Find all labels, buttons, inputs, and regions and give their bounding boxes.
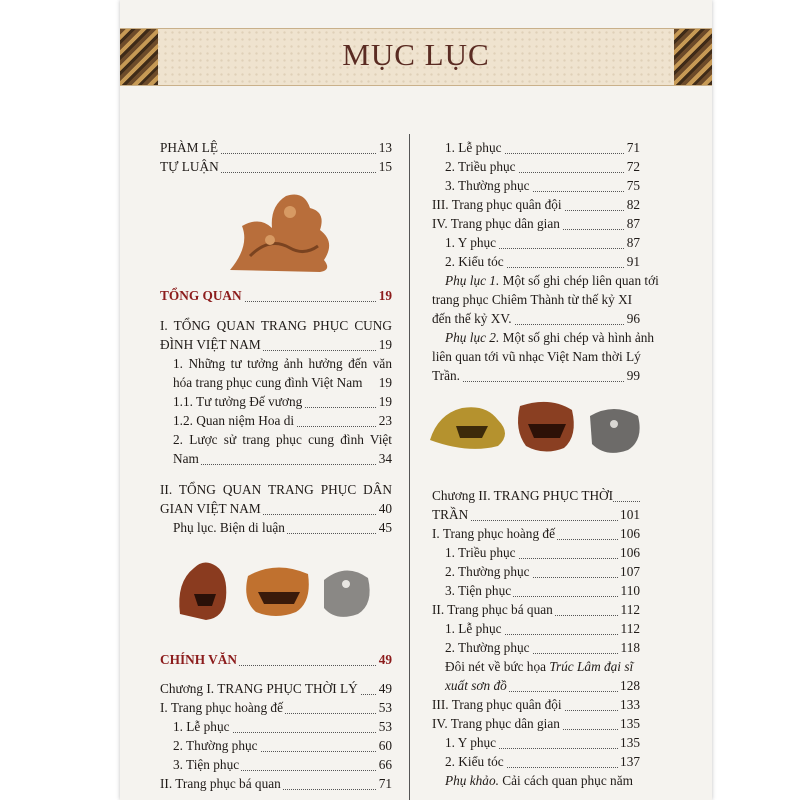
toc-entry-line[interactable]: Phụ khảo. Cải cách quan phục năm [445,773,633,788]
toc-entry-line[interactable]: II. TỔNG QUAN TRANG PHỤC DÂN [160,482,392,497]
toc-entry[interactable]: 3. Tiện phục 110 [445,583,640,598]
toc-entry[interactable]: IV. Trang phục dân gian 87 [432,216,640,231]
toc-entry[interactable]: PHÀM LỆ 13 [160,140,392,155]
toc-entry[interactable]: 2. Kiểu tóc 91 [445,254,640,269]
toc-entry[interactable]: I. Trang phục hoàng đế 106 [432,526,640,541]
toc-entry[interactable]: Phụ lục. Biện di luận 45 [173,520,392,535]
toc-entry[interactable]: Nam 34 [173,451,392,466]
toc-entry[interactable]: 1.2. Quan niệm Hoa di 23 [173,413,392,428]
toc-entry-line[interactable]: I. TỔNG QUAN TRANG PHỤC CUNG [160,318,392,333]
dragon-heads-icon [176,554,376,626]
toc-entry[interactable]: II. Trang phục bá quan 71 [160,776,392,791]
toc-entry[interactable]: ĐÌNH VIỆT NAM 19 [160,337,392,352]
book-page [120,0,712,800]
column-divider [409,134,410,800]
toc-entry-line[interactable]: Phụ lục 2. Một số ghi chép và hình ảnh [445,330,655,345]
toc-entry[interactable]: 1. Y phục 87 [445,235,640,250]
toc-entry[interactable]: III. Trang phục quân đội 133 [432,697,640,712]
page-title: MỤC LỤC [342,37,490,72]
toc-entry[interactable]: đến thế kỷ XV. 96 [432,311,640,326]
toc-entry-line[interactable]: 1. Những tư tưởng ảnh hưởng đến văn [173,356,392,371]
toc-section-heading[interactable]: CHÍNH VĂN 49 [160,652,392,667]
toc-entry[interactable]: xuất sơn đồ 128 [445,678,640,693]
toc-entry-line[interactable]: 2. Lược sử trang phục cung đình Việt [173,432,392,447]
toc-entry[interactable]: 2. Thường phục 118 [445,640,640,655]
toc-entry[interactable]: 2. Thường phục 60 [173,738,392,753]
toc-entry[interactable]: III. Trang phục quân đội 82 [432,197,640,212]
toc-entry[interactable]: 101 [432,505,640,524]
toc-entry[interactable]: 1. Lễ phục 71 [445,140,640,155]
toc-entry[interactable]: 1. Lễ phục 53 [173,719,392,734]
toc-entry-line[interactable]: Đôi nét về bức họa Trúc Lâm đại sĩ [445,659,634,674]
toc-entry[interactable]: Chương II. TRANG PHỤC THỜI TRẦN [432,486,640,505]
toc-entry[interactable]: 1. Triều phục 106 [445,545,640,560]
toc-entry[interactable]: 2. Kiểu tóc 137 [445,754,640,769]
toc-entry[interactable]: TỰ LUẬN 15 [160,159,392,174]
dragon-heads-icon [428,396,644,458]
toc-entry[interactable]: II. Trang phục bá quan 112 [432,602,640,617]
toc-entry[interactable]: 1.1. Tư tưởng Đế vương 19 [173,394,392,409]
toc-entry[interactable]: GIAN VIỆT NAM 40 [160,501,392,516]
toc-entry[interactable]: Trần. 99 [432,368,640,383]
toc-entry-line[interactable]: trang phục Chiêm Thành từ thế kỷ XI [432,292,633,307]
dragon-sculpture-icon [220,186,340,274]
toc-entry[interactable]: 2. Thường phục 107 [445,564,640,579]
toc-entry[interactable]: Chương I. TRANG PHỤC THỜI LÝ 49 [160,681,392,696]
title-banner [120,28,712,86]
toc-entry-line[interactable]: Phụ lục 1. Một số ghi chép liên quan tới [445,273,659,288]
toc-entry[interactable]: 3. Thường phục 75 [445,178,640,193]
toc-section-heading[interactable]: TỔNG QUAN 19 [160,288,392,303]
toc-entry[interactable]: I. Trang phục hoàng đế 53 [160,700,392,715]
toc-entry[interactable]: 3. Tiện phục 66 [173,757,392,772]
toc-entry[interactable]: 1. Y phục 135 [445,735,640,750]
toc-entry[interactable]: 2. Triều phục 72 [445,159,640,174]
toc-entry[interactable]: hóa trang phục cung đình Việt Nam 19 [173,375,392,390]
toc-entry-line[interactable]: liên quan tới vũ nhạc Việt Nam thời Lý [432,349,641,364]
toc-entry[interactable]: 1. Lễ phục 112 [445,621,640,636]
toc-entry[interactable]: IV. Trang phục dân gian 135 [432,716,640,731]
